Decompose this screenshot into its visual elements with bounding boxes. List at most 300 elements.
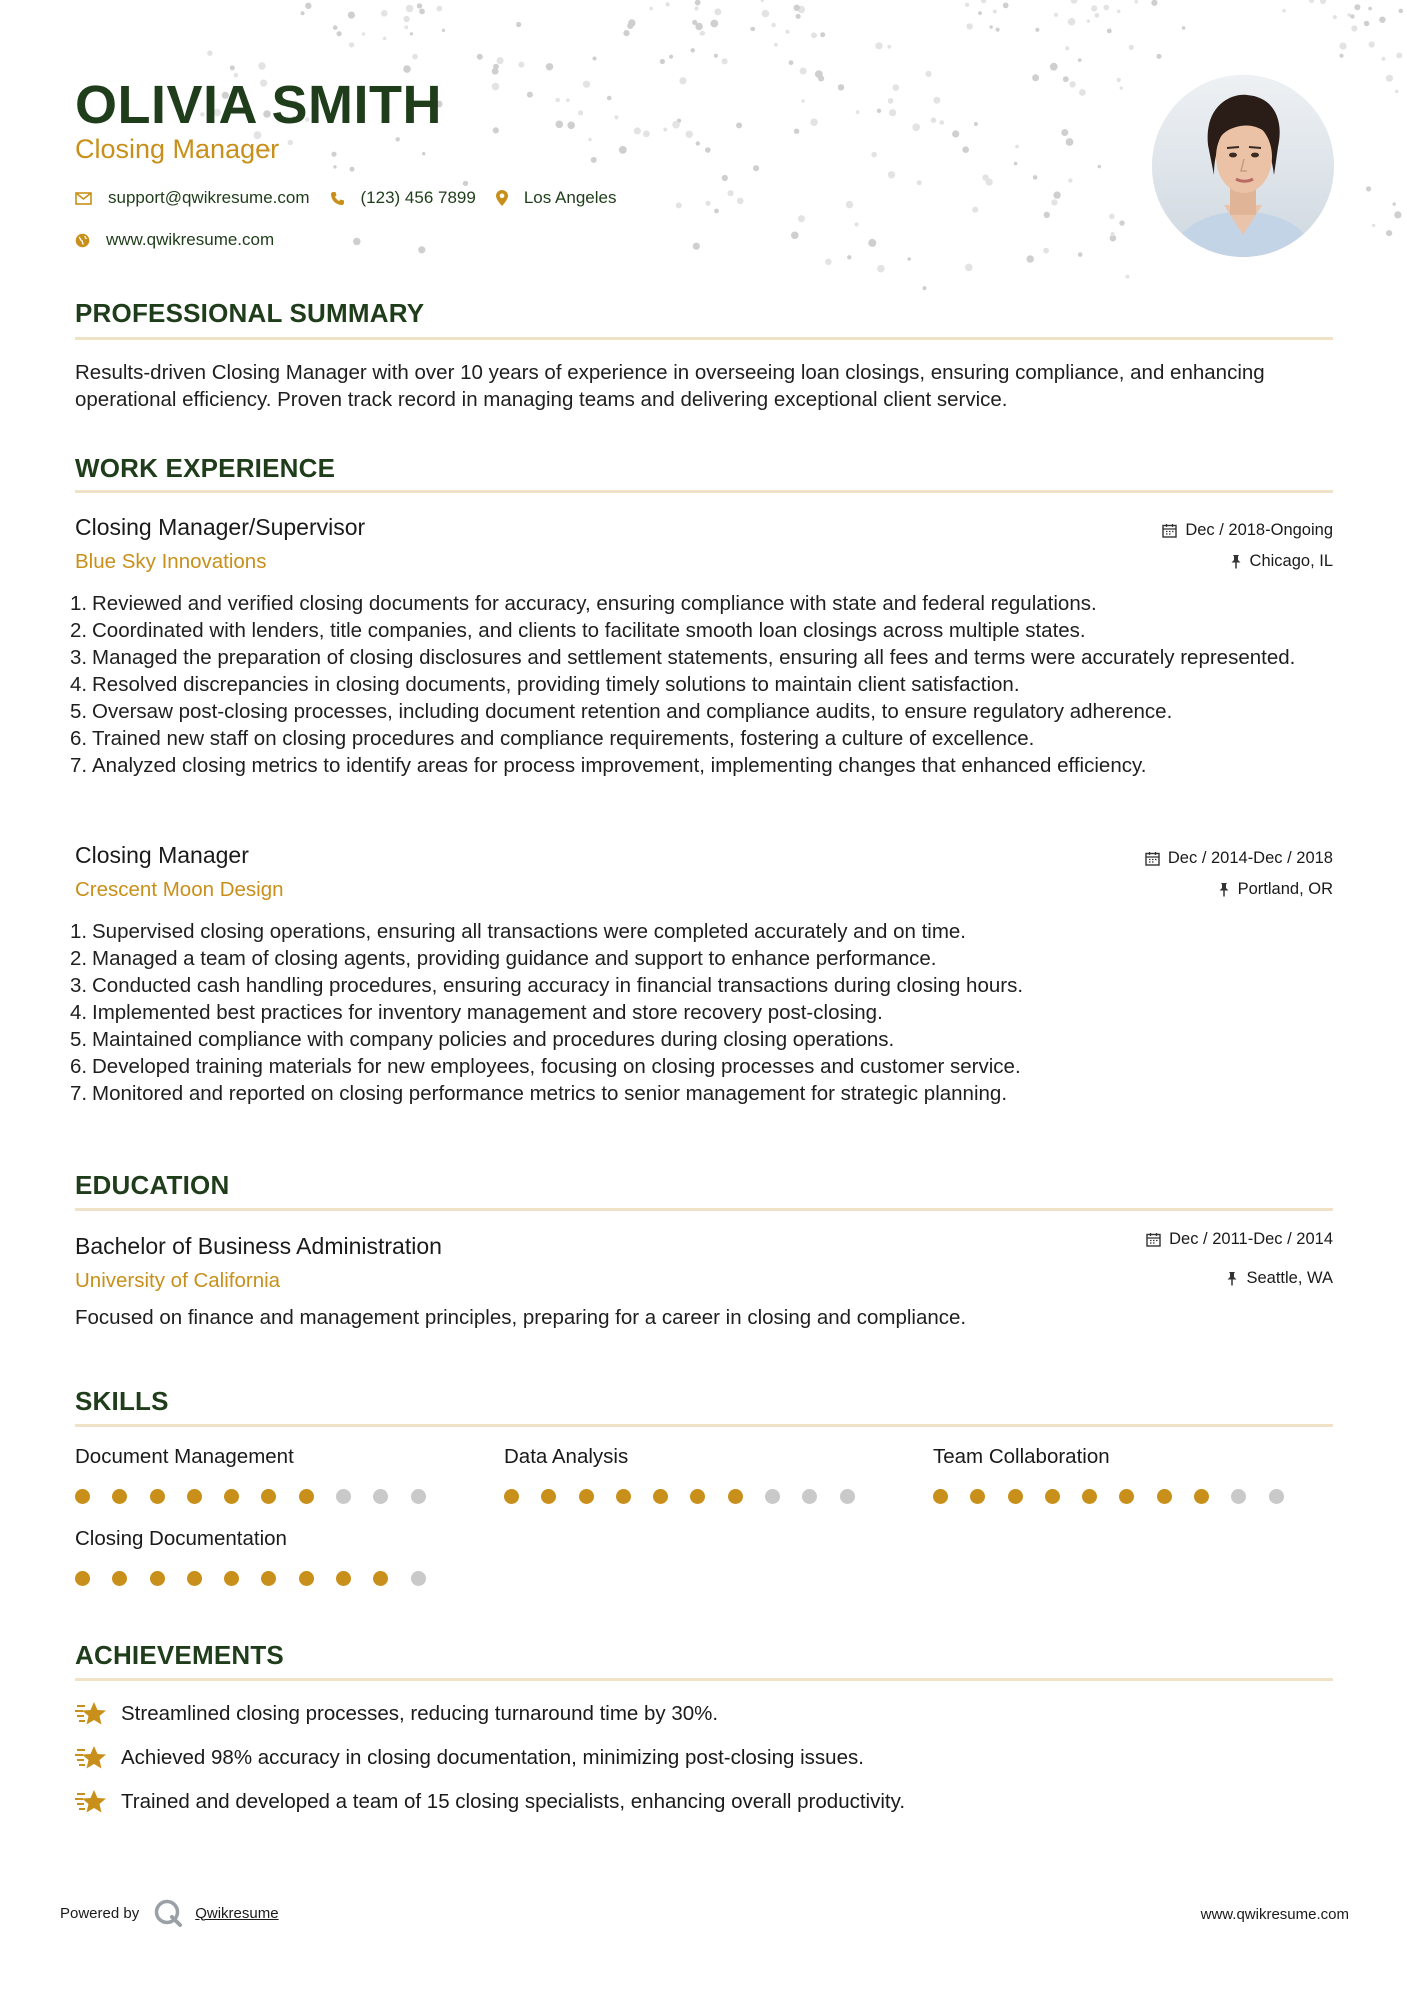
rating-dot	[75, 1489, 90, 1504]
decorative-dot	[1129, 45, 1134, 50]
rating-dot	[1269, 1489, 1284, 1504]
decorative-dot	[854, 222, 858, 226]
decorative-dot	[1109, 214, 1115, 220]
decorative-dot	[403, 16, 409, 22]
degree-title: Bachelor of Business Administration	[75, 1233, 442, 1259]
decorative-dot	[663, 128, 667, 132]
calendar-icon	[1162, 523, 1177, 538]
decorative-dot	[1396, 53, 1402, 59]
decorative-dot	[791, 232, 799, 240]
decorative-dot	[1320, 0, 1326, 4]
decorative-dot	[923, 286, 927, 290]
section-divider	[75, 1424, 1333, 1427]
school-name: University of California	[75, 1269, 281, 1292]
decorative-dot	[614, 115, 618, 119]
phone-text: (123) 456 7899	[360, 188, 476, 207]
rating-dot	[840, 1489, 855, 1504]
decorative-dot	[952, 130, 959, 137]
decorative-dot	[753, 165, 759, 171]
experience-heading: WORK EXPERIENCE	[75, 453, 336, 483]
skill-item	[504, 1445, 924, 1504]
decorative-dot	[1033, 175, 1038, 180]
rating-dot	[970, 1489, 985, 1504]
decorative-dot	[888, 98, 894, 104]
decorative-dot	[820, 32, 825, 37]
rating-dot	[150, 1571, 165, 1586]
decorative-dot	[1035, 28, 1039, 32]
email-text: support@qwikresume.com	[108, 188, 310, 207]
rating-dot	[728, 1489, 743, 1504]
decorative-dot	[695, 0, 701, 6]
skill-rating	[933, 1489, 1353, 1504]
contact-website[interactable]	[75, 230, 274, 250]
decorative-dot	[627, 23, 633, 29]
decorative-dot	[555, 98, 560, 103]
section-divider	[75, 490, 1333, 493]
decorative-dot	[477, 54, 483, 60]
decorative-dot	[706, 201, 711, 206]
achievement-item	[75, 1744, 864, 1772]
decorative-dot	[1309, 0, 1314, 3]
rating-dot	[75, 1571, 90, 1586]
decorative-dot	[353, 238, 361, 246]
decorative-dot	[1065, 46, 1069, 50]
decorative-dot	[962, 146, 969, 153]
list-item: 2. Managed a team of closing agents, providing guidance and support to enhance performance.	[70, 947, 937, 970]
rating-dot	[579, 1489, 594, 1504]
decorative-dot	[588, 138, 591, 141]
star-award-icon	[75, 1788, 109, 1816]
decorative-dot	[442, 29, 445, 32]
decorative-dot	[810, 118, 818, 126]
decorative-dot	[1079, 89, 1086, 96]
decorative-dot	[1134, 0, 1138, 4]
decorative-dot	[567, 122, 575, 130]
skill-rating	[504, 1489, 924, 1504]
skill-item	[933, 1445, 1353, 1504]
skill-rating	[75, 1489, 495, 1504]
decorative-dot	[349, 42, 354, 47]
decorative-dot	[518, 62, 524, 68]
list-item: 6. Trained new staff on closing procedures and compliance requirements, fostering a culture of excellence.	[70, 727, 1035, 750]
decorative-dot	[1354, 4, 1360, 10]
decorative-dot	[362, 32, 365, 35]
skill-name: Closing Documentation	[75, 1527, 287, 1550]
decorative-dot	[993, 10, 997, 14]
achievements-heading: ACHIEVEMENTS	[75, 1640, 284, 1670]
rating-dot	[187, 1571, 202, 1586]
decorative-dot	[751, 27, 755, 31]
decorative-dot	[907, 257, 911, 261]
decorative-dot	[811, 32, 817, 38]
decorative-dot	[1068, 18, 1076, 26]
education-dates-text: Dec / 2011-Dec / 2014	[1169, 1230, 1333, 1248]
decorative-dot	[1119, 220, 1124, 225]
decorative-dot	[801, 99, 804, 102]
decorative-dot	[933, 97, 940, 104]
rating-dot	[150, 1489, 165, 1504]
rating-dot	[373, 1571, 388, 1586]
skill-rating	[75, 1571, 495, 1586]
decorative-dot	[1339, 54, 1343, 58]
rating-dot	[933, 1489, 948, 1504]
decorative-dot	[877, 265, 885, 273]
job-dates	[1162, 521, 1333, 540]
decorative-dot	[660, 59, 665, 64]
pushpin-icon	[1218, 882, 1230, 897]
decorative-dot	[417, 3, 422, 8]
education-location	[1226, 1269, 1333, 1288]
decorative-dot	[978, 11, 982, 15]
rating-dot	[802, 1489, 817, 1504]
decorative-dot	[619, 146, 627, 154]
decorative-dot	[396, 137, 400, 141]
list-item: 4. Resolved discrepancies in closing documents, providing timely solutions to maintain client satisfaction.	[70, 673, 1020, 696]
decorative-dot	[1120, 86, 1123, 89]
decorative-dot	[381, 10, 388, 17]
contact-email[interactable]	[75, 188, 310, 208]
section-divider	[75, 1208, 1333, 1211]
decorative-dot	[794, 5, 800, 11]
decorative-dot	[1051, 199, 1057, 205]
decorative-dot	[1015, 145, 1019, 149]
list-item: 2. Coordinated with lenders, title companies, and clients to facilitate smooth loan closings across multiple states.	[70, 619, 1086, 642]
decorative-dot	[1043, 248, 1049, 254]
rating-dot	[224, 1489, 239, 1504]
website-text: www.qwikresume.com	[106, 230, 275, 249]
decorative-dot	[815, 70, 823, 78]
decorative-dot	[714, 209, 719, 214]
decorative-dot	[1379, 17, 1385, 23]
decorative-dot	[1364, 21, 1370, 27]
list-item: 1. Supervised closing operations, ensuring all transactions were completed accurately and on time.	[70, 920, 967, 943]
globe-icon	[75, 233, 90, 248]
decorative-dot	[846, 201, 853, 208]
list-item: 7. Monitored and reported on closing performance metrics to senior management for strategic planning.	[70, 1082, 1008, 1105]
decorative-dot	[591, 157, 597, 163]
decorative-dot	[1117, 78, 1121, 82]
decorative-dot	[1032, 74, 1039, 81]
decorative-dot	[686, 131, 693, 138]
decorative-dot	[1003, 3, 1009, 9]
decorative-dot	[722, 175, 728, 181]
decorative-dot	[333, 165, 336, 168]
decorative-dot	[893, 84, 900, 91]
decorative-dot	[288, 140, 293, 145]
decorative-dot	[404, 25, 408, 29]
achievement-text: Trained and developed a team of 15 closing specialists, enhancing overall productivity.	[121, 1790, 906, 1813]
education-dates	[1146, 1230, 1333, 1249]
decorative-dot	[990, 25, 993, 28]
decorative-dot	[714, 54, 718, 58]
list-item: 5. Oversaw post-closing processes, including document retention and compliance audits, to ensure regulatory adherence.	[70, 700, 1173, 723]
decorative-dot	[1394, 211, 1401, 218]
decorative-dot	[761, 0, 765, 2]
list-item: 1. Reviewed and verified closing documents for accuracy, ensuring compliance with state and federal regulations.	[70, 592, 1097, 615]
education-heading: EDUCATION	[75, 1170, 230, 1200]
calendar-icon	[1146, 1232, 1161, 1247]
decorative-dot	[705, 147, 711, 153]
decorative-dot	[1125, 275, 1129, 279]
decorative-dot	[912, 123, 920, 131]
rating-dot	[112, 1489, 127, 1504]
decorative-dot	[1063, 76, 1069, 82]
job-dates	[1145, 849, 1333, 868]
achievement-item	[75, 1700, 718, 1728]
rating-dot	[1008, 1489, 1023, 1504]
job-location	[1230, 552, 1333, 571]
decorative-dot	[593, 57, 597, 61]
decorative-dot	[516, 22, 521, 27]
rating-dot	[261, 1571, 276, 1586]
decorative-dot	[230, 65, 235, 70]
list-item: 3. Managed the preparation of closing disclosures and settlement statements, ensuring all fees and terms were accurately represented.	[70, 646, 1296, 669]
decorative-dot	[856, 110, 860, 114]
decorative-dot	[666, 2, 670, 6]
list-item: 6. Developed training materials for new employees, focusing on closing processes and customer service.	[70, 1055, 1021, 1078]
decorative-dot	[634, 127, 641, 134]
decorative-dot	[527, 92, 533, 98]
rating-dot	[504, 1489, 519, 1504]
decorative-dot	[383, 37, 387, 41]
section-divider	[75, 1678, 1333, 1681]
decorative-dot	[679, 77, 686, 84]
decorative-dot	[566, 98, 570, 102]
pushpin-icon	[1226, 1271, 1238, 1286]
decorative-dot	[1395, 90, 1399, 94]
decorative-dot	[710, 20, 718, 28]
decorative-dot	[917, 180, 922, 185]
decorative-dot	[1053, 191, 1060, 198]
decorative-dot	[350, 167, 355, 172]
portrait-image	[1152, 75, 1334, 257]
decorative-dot	[1066, 138, 1074, 146]
decorative-dot	[728, 190, 734, 196]
rating-dot	[112, 1571, 127, 1586]
rating-dot	[261, 1489, 276, 1504]
decorative-dot	[877, 109, 881, 113]
decorative-dot	[1054, 13, 1058, 17]
decorative-dot	[1151, 0, 1157, 6]
decorative-dot	[1351, 25, 1357, 31]
decorative-dot	[1014, 162, 1018, 166]
footer-powered-by	[60, 1898, 279, 1928]
decorative-dot	[1068, 178, 1072, 182]
summary-text: Results-driven Closing Manager with over 10 years of experience in overseeing loan closings, ensuring compliance, and enhancing operational efficiency. Proven track record in managing teams and delivering exceptional client service.	[75, 361, 1265, 411]
decorative-dot	[967, 23, 973, 29]
job-responsibilities	[70, 590, 1335, 779]
decorative-dot	[1399, 9, 1404, 14]
decorative-dot	[623, 30, 629, 36]
location-text: Los Angeles	[523, 188, 617, 207]
decorative-dot	[986, 179, 993, 186]
decorative-dot	[406, 5, 414, 13]
candidate-name: OLIVIA SMITH	[75, 75, 442, 135]
list-item: 3. Conducted cash handling procedures, ensuring accuracy in financial transactions during closing hours.	[70, 974, 1024, 997]
rating-dot	[299, 1571, 314, 1586]
decorative-dot	[643, 130, 650, 137]
decorative-dot	[696, 141, 700, 145]
decorative-dot	[1027, 255, 1034, 262]
rating-dot	[1157, 1489, 1172, 1504]
decorative-dot	[868, 239, 876, 247]
decorative-dot	[1282, 9, 1286, 13]
decorative-dot	[800, 68, 807, 75]
rating-dot	[1045, 1489, 1060, 1504]
decorative-dot	[1381, 57, 1385, 61]
rating-dot	[541, 1489, 556, 1504]
decorative-dot	[305, 3, 311, 9]
list-item: 7. Analyzed closing metrics to identify areas for process improvement, implementing changes that enhanced efficiency.	[70, 754, 1147, 777]
decorative-dot	[722, 58, 728, 64]
decorative-dot	[692, 20, 697, 25]
decorative-dot	[871, 152, 877, 158]
rating-dot	[299, 1489, 314, 1504]
section-divider	[75, 337, 1333, 340]
skill-name: Team Collaboration	[933, 1445, 1110, 1468]
rating-dot	[336, 1489, 351, 1504]
star-award-icon	[75, 1744, 109, 1772]
decorative-dot	[796, 14, 801, 19]
decorative-dot	[419, 9, 425, 15]
rating-dot	[1119, 1489, 1134, 1504]
decorative-dot	[492, 83, 500, 91]
decorative-dot	[207, 50, 213, 56]
achievement-item	[75, 1788, 905, 1816]
rating-dot	[336, 1571, 351, 1586]
decorative-dot	[825, 259, 831, 265]
decorative-dot	[649, 7, 653, 11]
footer-website[interactable]: www.qwikresume.com	[1200, 1906, 1349, 1923]
decorative-dot	[1372, 224, 1375, 227]
decorative-dot	[669, 55, 673, 59]
decorative-dot	[1087, 19, 1090, 22]
decorative-dot	[798, 215, 805, 222]
decorative-dot	[1182, 26, 1186, 30]
contact-row-website	[75, 230, 294, 250]
rating-dot	[224, 1571, 239, 1586]
decorative-dot	[331, 152, 336, 157]
decorative-dot	[1103, 5, 1109, 11]
decorative-dot	[693, 243, 700, 250]
contact-location	[496, 188, 617, 208]
decorative-dot	[493, 64, 499, 70]
decorative-dot	[1078, 252, 1083, 257]
decorative-dot	[1098, 165, 1101, 168]
decorative-dot	[578, 110, 583, 115]
pushpin-icon	[1230, 554, 1242, 569]
decorative-dot	[333, 25, 338, 30]
envelope-icon	[75, 192, 92, 205]
decorative-dot	[771, 23, 775, 27]
calendar-icon	[1145, 851, 1160, 866]
decorative-dot	[1333, 15, 1337, 19]
list-item: 5. Maintained compliance with company policies and procedures during closing operations.	[70, 1028, 895, 1051]
decorative-dot	[931, 117, 937, 123]
decorative-dot	[888, 171, 895, 178]
decorative-dot	[1069, 81, 1075, 87]
decorative-dot	[1386, 75, 1393, 82]
decorative-dot	[493, 127, 499, 133]
rating-dot	[616, 1489, 631, 1504]
decorative-dot	[583, 81, 590, 88]
qwikresume-link[interactable]: Qwikresume	[195, 1904, 279, 1922]
decorative-dot	[875, 42, 882, 49]
job-company: Crescent Moon Design	[75, 878, 284, 901]
decorative-dot	[1369, 41, 1375, 47]
decorative-dot	[925, 71, 931, 77]
candidate-role: Closing Manager	[75, 134, 280, 164]
decorative-dot	[1368, 7, 1372, 11]
decorative-dot	[789, 60, 794, 65]
rating-dot	[1194, 1489, 1209, 1504]
decorative-dot	[1348, 13, 1352, 17]
decorative-dot	[258, 62, 265, 69]
achievement-text: Streamlined closing processes, reducing turnaround time by 30%.	[121, 1702, 719, 1725]
decorative-dot	[1111, 232, 1115, 236]
job-location-text: Chicago, IL	[1249, 552, 1333, 570]
job-dates-text: Dec / 2014-Dec / 2018	[1167, 849, 1333, 867]
decorative-dot	[672, 121, 680, 129]
decorative-dot	[1071, 0, 1078, 4]
decorative-dot	[1393, 202, 1396, 205]
decorative-dot	[403, 65, 411, 73]
decorative-dot	[887, 45, 891, 49]
powered-by-label: Powered by	[60, 1904, 140, 1922]
rating-dot	[690, 1489, 705, 1504]
decorative-dot	[1117, 10, 1121, 14]
education-location-text: Seattle, WA	[1246, 1269, 1333, 1287]
decorative-dot	[762, 10, 770, 18]
decorative-dot	[1366, 186, 1371, 191]
decorative-dot	[889, 109, 896, 116]
decorative-dot	[794, 129, 799, 134]
decorative-dot	[607, 96, 612, 101]
rating-dot	[411, 1571, 426, 1586]
job-responsibilities	[70, 918, 1335, 1107]
job-title: Closing Manager/Supervisor	[75, 514, 366, 540]
rating-dot	[411, 1489, 426, 1504]
decorative-dot	[463, 181, 468, 186]
decorative-dot	[1050, 63, 1058, 71]
skill-name: Document Management	[75, 1445, 294, 1468]
decorative-dot	[1339, 43, 1346, 50]
rating-dot	[373, 1489, 388, 1504]
decorative-dot	[1157, 54, 1162, 59]
job-company: Blue Sky Innovations	[75, 550, 267, 573]
decorative-dot	[965, 3, 969, 7]
decorative-dot	[965, 264, 973, 272]
decorative-dot	[1107, 29, 1112, 34]
rating-dot	[1082, 1489, 1097, 1504]
decorative-dot	[436, 6, 442, 12]
job-title: Closing Manager	[75, 842, 249, 868]
decorative-dot	[1061, 129, 1068, 136]
skills-heading: SKILLS	[75, 1386, 169, 1416]
rating-dot	[187, 1489, 202, 1504]
decorative-dot	[422, 152, 425, 155]
skill-item	[75, 1445, 495, 1504]
star-award-icon	[75, 1700, 109, 1728]
job-location-text: Portland, OR	[1237, 880, 1333, 898]
decorative-dot	[1044, 212, 1050, 218]
decorative-dot	[348, 12, 355, 19]
map-pin-icon	[496, 190, 508, 206]
decorative-dot	[774, 43, 778, 47]
contact-phone[interactable]	[330, 188, 476, 208]
decorative-dot	[556, 121, 564, 129]
rating-dot	[765, 1489, 780, 1504]
